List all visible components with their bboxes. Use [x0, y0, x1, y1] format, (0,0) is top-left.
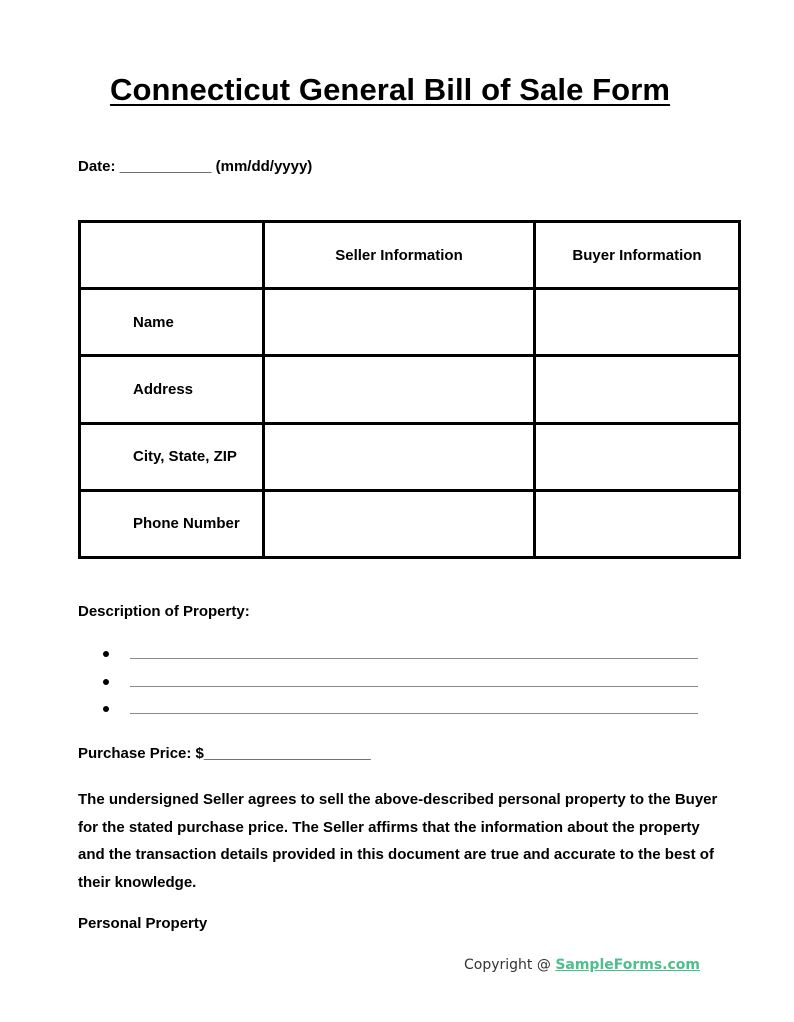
- description-label: Description of Property:: [78, 603, 250, 620]
- description-list: [100, 642, 700, 725]
- description-line-1[interactable]: [130, 658, 698, 659]
- buyer-phone-cell[interactable]: [535, 490, 740, 557]
- table-row: [80, 356, 740, 423]
- purchase-price-field[interactable]: Purchase Price: $____________________: [78, 745, 371, 762]
- bullet-icon: [103, 706, 109, 712]
- date-field[interactable]: Date: ___________ (mm/dd/yyyy): [78, 158, 313, 175]
- bullet-icon: [103, 679, 109, 685]
- agreement-paragraph: The undersigned Seller agrees to sell the above-described personal property to the Buyer for the stated purchase price. The Seller affirms that the information about the property and the transaction details provided in this document are true and accurate to the best of their knowledge.: [78, 791, 718, 891]
- row-label-address: Address: [80, 356, 264, 423]
- row-label-name: Name: [80, 289, 264, 356]
- row-label-city-state-zip: City, State, ZIP: [80, 423, 264, 490]
- description-line-3[interactable]: [130, 713, 698, 714]
- buyer-name-cell[interactable]: [535, 289, 740, 356]
- row-label-phone-number: Phone Number: [80, 490, 264, 557]
- table-header-row: [80, 222, 740, 289]
- bullet-icon: [103, 651, 109, 657]
- party-info-table: [78, 220, 741, 559]
- seller-phone-cell[interactable]: [264, 490, 535, 557]
- buyer-address-cell[interactable]: [535, 356, 740, 423]
- table-row: [80, 423, 740, 490]
- list-item: [100, 642, 700, 670]
- page-title: Connecticut General Bill of Sale Form: [109, 72, 671, 107]
- list-item: [100, 670, 700, 698]
- copyright-prefix: Copyright @: [464, 957, 556, 973]
- copyright-notice: [464, 957, 700, 973]
- list-item: [100, 697, 700, 725]
- seller-city-state-zip-cell[interactable]: [264, 423, 535, 490]
- seller-column-header: Seller Information: [264, 222, 535, 289]
- buyer-column-header: Buyer Information: [535, 222, 740, 289]
- seller-address-cell[interactable]: [264, 356, 535, 423]
- description-line-2[interactable]: [130, 686, 698, 687]
- buyer-city-state-zip-cell[interactable]: [535, 423, 740, 490]
- table-row: [80, 289, 740, 356]
- table-row: [80, 490, 740, 557]
- brand-link[interactable]: SampleForms.com: [555, 957, 701, 973]
- personal-property-label: Personal Property: [78, 915, 208, 932]
- table-corner-cell: [80, 222, 264, 289]
- seller-name-cell[interactable]: [264, 289, 535, 356]
